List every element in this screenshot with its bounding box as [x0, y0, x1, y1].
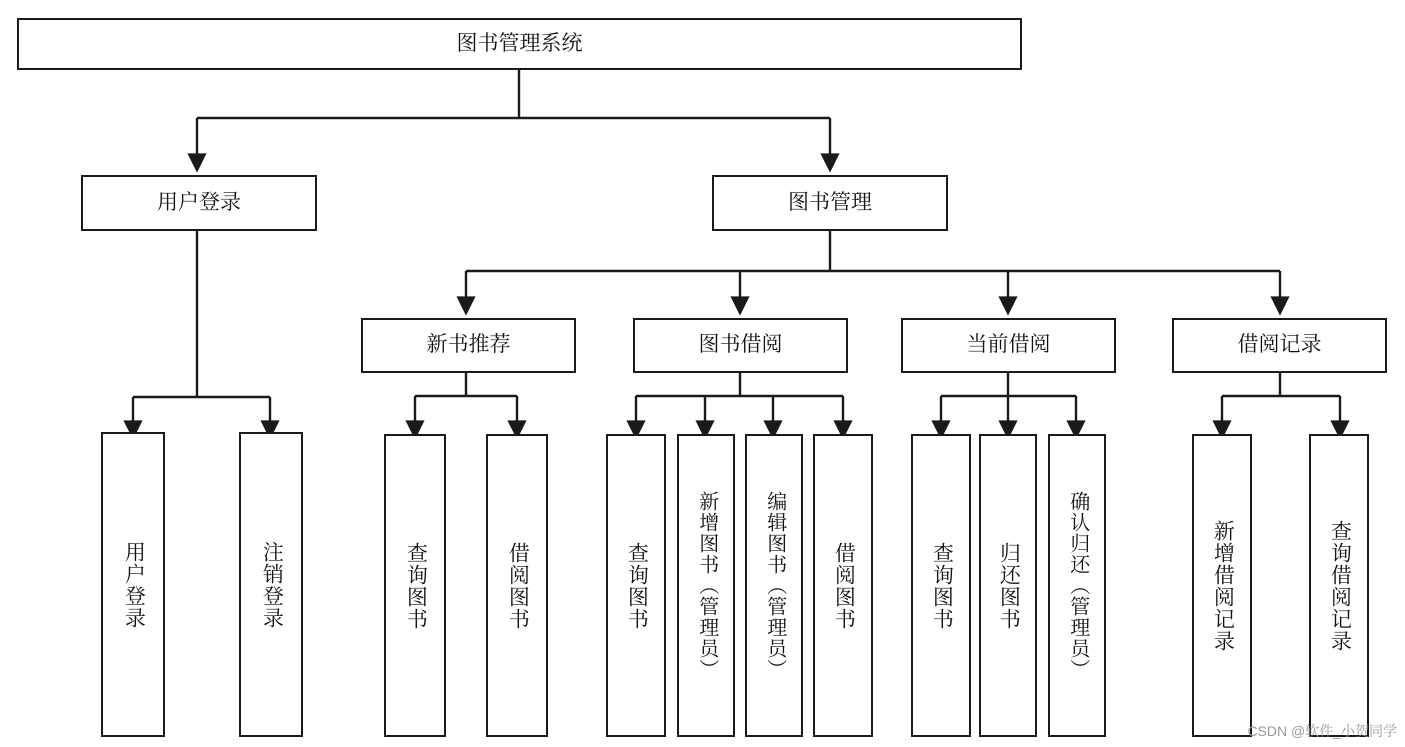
node-leaf-query-book-3-label: 查询图书 — [930, 541, 954, 630]
node-leaf-add-book[interactable] — [677, 434, 735, 737]
node-leaf-borrow-book-2[interactable] — [813, 434, 873, 737]
node-leaf-confirm-return-label: 确认归还（管理员） — [1066, 491, 1089, 680]
node-leaf-add-record[interactable] — [1192, 434, 1252, 737]
node-new-book-recommend[interactable] — [361, 318, 576, 373]
node-current-borrow[interactable] — [901, 318, 1116, 373]
node-leaf-user-login-label: 用户登录 — [122, 540, 146, 629]
node-leaf-logout[interactable] — [239, 432, 303, 737]
node-leaf-query-record[interactable] — [1309, 434, 1369, 737]
node-leaf-query-book-2-label: 查询图书 — [625, 541, 649, 630]
node-leaf-return-book-label: 归还图书 — [997, 541, 1021, 630]
node-root-label: 图书管理系统 — [456, 31, 583, 55]
node-leaf-query-record-label: 查询借阅记录 — [1328, 519, 1352, 652]
node-current-borrow-label: 当前借阅 — [966, 333, 1051, 357]
node-user-login[interactable] — [81, 175, 317, 231]
node-new-book-recommend-label: 新书推荐 — [426, 333, 511, 357]
node-user-login-label: 用户登录 — [157, 190, 241, 214]
node-leaf-query-book-3[interactable] — [911, 434, 971, 737]
node-leaf-user-login[interactable] — [101, 432, 165, 737]
node-leaf-return-book[interactable] — [979, 434, 1037, 737]
node-leaf-edit-book-label: 编辑图书（管理员） — [763, 491, 786, 680]
node-borrow-record-label: 借阅记录 — [1237, 333, 1322, 357]
node-leaf-add-record-label: 新增借阅记录 — [1211, 519, 1235, 652]
node-leaf-confirm-return[interactable] — [1048, 434, 1106, 737]
node-leaf-query-book-2[interactable] — [606, 434, 666, 737]
node-leaf-query-book-1-label: 查询图书 — [404, 541, 428, 630]
node-borrow-record[interactable] — [1172, 318, 1387, 373]
node-book-management-label: 图书管理 — [788, 190, 872, 214]
node-root[interactable] — [17, 18, 1022, 70]
node-book-borrow-label: 图书借阅 — [698, 333, 783, 357]
watermark-text: CSDN @软件_小贺同学 — [1247, 723, 1397, 739]
node-leaf-edit-book[interactable] — [745, 434, 803, 737]
node-book-management[interactable] — [712, 175, 948, 231]
node-leaf-query-book-1[interactable] — [384, 434, 446, 737]
node-book-borrow[interactable] — [633, 318, 848, 373]
node-leaf-borrow-book-2-label: 借阅图书 — [832, 541, 856, 630]
node-leaf-borrow-book-1[interactable] — [486, 434, 548, 737]
node-leaf-logout-label: 注销登录 — [260, 540, 284, 629]
node-leaf-add-book-label: 新增图书（管理员） — [695, 491, 718, 680]
node-leaf-borrow-book-1-label: 借阅图书 — [506, 541, 530, 630]
